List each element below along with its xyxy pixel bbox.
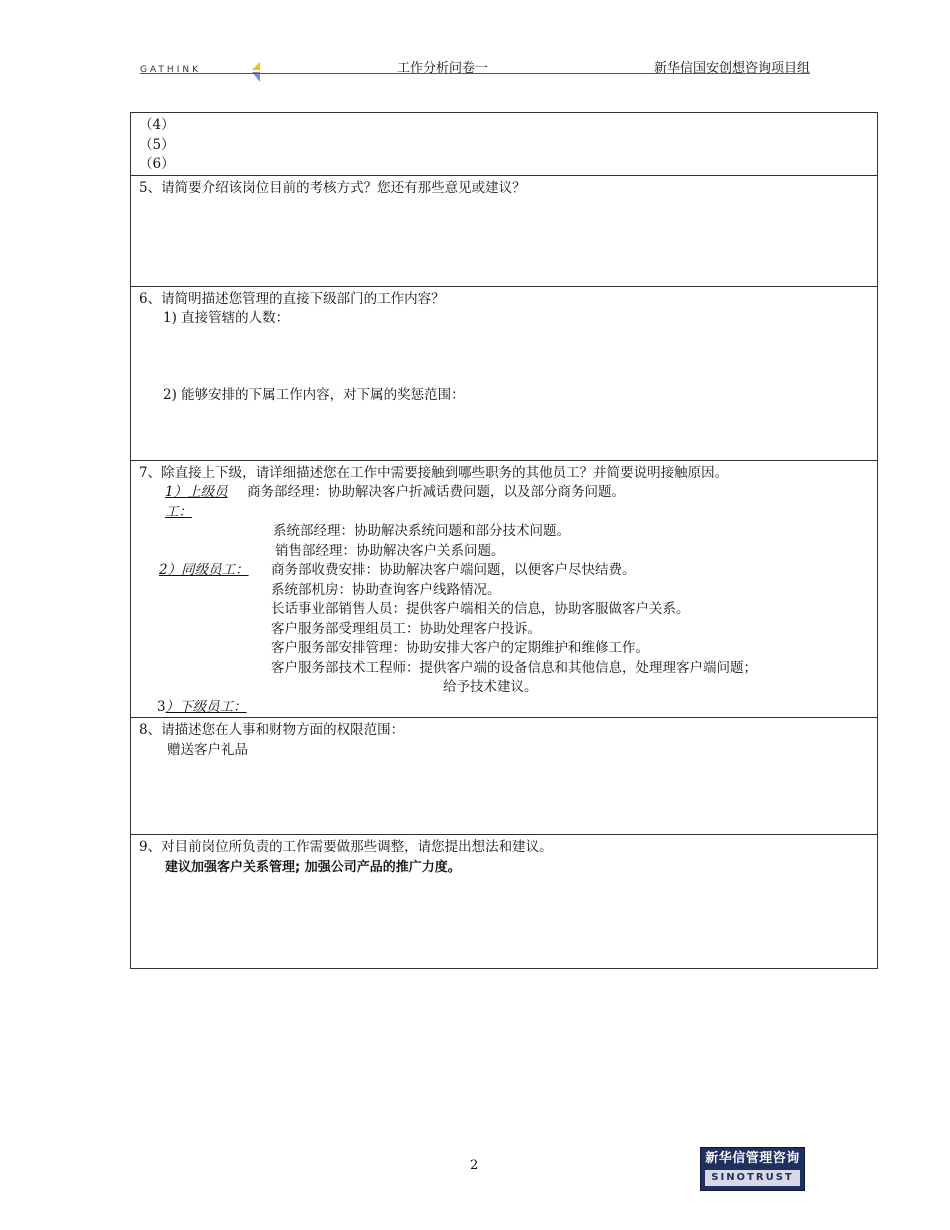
gathink-logo-text: GATHINK bbox=[140, 65, 201, 75]
subordinate-label: 3）下级员工： bbox=[157, 698, 247, 715]
question-9-answer: 建议加强客户关系管理; 加强公司产品的推广力度。 bbox=[165, 859, 461, 875]
question-9-row bbox=[131, 835, 878, 969]
peer-contact: 商务部收费安排：协助解决客户端问题，以便客户尽快结费。 bbox=[271, 562, 636, 578]
question-4-tail-row bbox=[131, 113, 878, 176]
question-5-row bbox=[131, 175, 878, 286]
document-title: 工作分析问卷一 bbox=[397, 61, 489, 76]
list-item: （6） bbox=[139, 156, 175, 172]
list-item: （5） bbox=[139, 136, 175, 153]
question-9-text: 9、对目前岗位所负责的工作需要做那些调整，请您提出想法和建议。 bbox=[139, 839, 553, 855]
superior-contact: 商务部经理：协助解决客户折减话费问题，以及部分商务问题。 bbox=[247, 484, 625, 500]
peer-contact: 客户服务部受理组员工：协助处理客户投诉。 bbox=[271, 620, 541, 637]
superior-label: 1）上级员工： bbox=[165, 484, 228, 520]
sinotrust-logo-en: SINOTRUST bbox=[705, 1170, 800, 1186]
peer-contact-continuation: 给予技术建议。 bbox=[443, 679, 538, 695]
question-7-row bbox=[131, 460, 878, 718]
project-group-name: 新华信国安创想咨询项目组 bbox=[653, 61, 810, 76]
question-6-row bbox=[131, 286, 878, 460]
question-5-text: 5、请简要介绍该岗位目前的考核方式？您还有那些意见或建议？ bbox=[139, 179, 526, 196]
peer-contact: 客户服务部技术工程师：提供客户端的设备信息和其他信息，处理理客户端问题； bbox=[271, 659, 757, 676]
sinotrust-logo bbox=[700, 1147, 805, 1191]
header-rule bbox=[140, 73, 810, 74]
question-8-cell[interactable] bbox=[131, 718, 878, 835]
question-4-tail-cell bbox=[131, 113, 878, 176]
superior-contact: 系统部经理：协助解决系统问题和部分技术问题。 bbox=[273, 523, 570, 539]
question-8-row bbox=[131, 718, 878, 835]
question-9-cell[interactable] bbox=[131, 835, 878, 969]
question-6-sub2: 2) 能够安排的下属工作内容，对下属的奖惩范围： bbox=[163, 386, 465, 403]
superior-contact: 销售部经理：协助解决客户关系问题。 bbox=[275, 542, 505, 559]
page-number: 2 bbox=[470, 1158, 479, 1173]
question-6-text: 6、请简明描述您管理的直接下级部门的工作内容？ bbox=[139, 290, 445, 307]
question-7-cell[interactable] bbox=[131, 460, 878, 718]
question-6-cell[interactable] bbox=[131, 286, 878, 460]
question-8-text: 8、请描述您在人事和财物方面的权限范围： bbox=[139, 722, 405, 738]
question-7-text: 7、除直接上下级，请详细描述您在工作中需要接触到哪些职务的其他员工？并简要说明接触原因。 bbox=[139, 464, 729, 481]
peer-contact: 客户服务部安排管理：协助安排大客户的定期维护和维修工作。 bbox=[271, 640, 649, 656]
questionnaire-table bbox=[130, 112, 878, 969]
gathink-logo-icon bbox=[250, 58, 264, 86]
peer-contact: 长话事业部销售人员：提供客户端相关的信息，协助客服做客户关系。 bbox=[271, 601, 690, 617]
peer-contact: 系统部机房：协助查询客户线路情况。 bbox=[271, 581, 501, 598]
page-header bbox=[140, 55, 810, 85]
question-8-answer: 赠送客户礼品 bbox=[167, 741, 248, 758]
question-6-sub1: 1) 直接管辖的人数： bbox=[163, 310, 290, 326]
peer-label: 2）同级员工： bbox=[159, 562, 249, 578]
question-5-cell[interactable] bbox=[131, 175, 878, 286]
list-item: （4） bbox=[139, 117, 175, 133]
sinotrust-logo-cn: 新华信管理咨询 bbox=[705, 1151, 800, 1166]
